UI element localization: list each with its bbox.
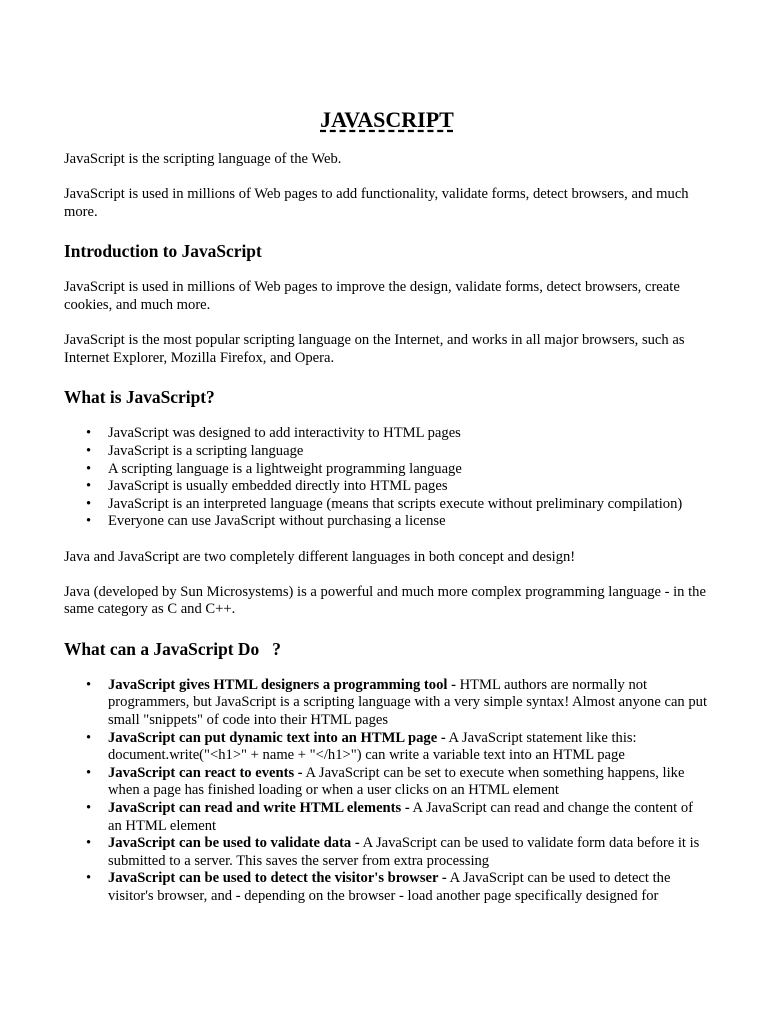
list-item <box>108 730 710 765</box>
list-item: • JavaScript is an interpreted language (means that scripts execute without preliminary compilation) <box>108 496 710 514</box>
section-paragraph: Java (developed by Sun Microsystems) is a powerful and much more complex programming language - in the same category as C and C++. <box>64 583 706 618</box>
list-item <box>108 765 710 800</box>
list-item-lead: JavaScript can react to events - <box>108 764 303 781</box>
list-item <box>108 677 710 730</box>
section-heading-what-is: What is JavaScript? <box>64 387 215 408</box>
list-item: • JavaScript is a scripting language <box>108 443 710 461</box>
section-heading-introduction: Introduction to JavaScript <box>64 241 262 262</box>
list-item-lead: JavaScript can be used to validate data - <box>108 835 360 852</box>
what-can-do-list <box>64 677 710 906</box>
section-paragraph: JavaScript is used in millions of Web pages to improve the design, validate forms, detect browsers, create cookies, and much more. <box>64 279 680 313</box>
list-item <box>108 835 710 870</box>
list-item-lead: JavaScript can put dynamic text into an HTML page - <box>108 729 446 746</box>
list-item: • JavaScript is usually embedded directly into HTML pages <box>108 478 710 496</box>
section-heading-what-can-do: What can a JavaScript Do ? <box>64 638 281 659</box>
document-body <box>64 151 710 923</box>
list-item-text: A JavaScript can be used to validate form data before it is submitted to a server. This saves the server from extra processing <box>108 835 700 869</box>
list-item-lead: JavaScript gives HTML designers a programming tool - <box>108 676 456 693</box>
list-item-text: HTML authors are normally not programmers, but JavaScript is a scripting language with a very simple syntax! Almost anyone can put small "snippets" of code into their HTML pages <box>108 676 708 729</box>
intro-paragraph: JavaScript is the scripting language of the Web. <box>64 151 342 167</box>
what-is-list <box>64 425 710 531</box>
document-title: JAVASCRIPT <box>320 107 454 132</box>
list-item-text: A JavaScript can be used to detect the visitor's browser, and - depending on the browser - load another page specifically designed for <box>108 870 671 904</box>
list-item: • JavaScript was designed to add interactivity to HTML pages <box>108 425 710 443</box>
list-item-text: A JavaScript can read and change the content of an HTML element <box>108 800 693 834</box>
list-item-lead: JavaScript can be used to detect the visitor's browser - <box>108 870 447 887</box>
list-item <box>108 800 710 835</box>
list-item: • A scripting language is a lightweight programming language <box>108 461 710 479</box>
list-item <box>108 870 710 905</box>
list-item-text: A JavaScript can be set to execute when something happens, like when a page has finished loading or when a user clicks on an HTML element <box>108 764 685 799</box>
section-paragraph: Java and JavaScript are two completely different languages in both concept and design! <box>64 548 576 565</box>
section-paragraph: JavaScript is the most popular scripting language on the Internet, and works in all major browsers, such as Internet Explorer, Mozilla Firefox, and Opera. <box>64 332 685 366</box>
intro-paragraph: JavaScript is used in millions of Web pages to add functionality, validate forms, detect browsers, and much more. <box>64 186 689 220</box>
list-item-lead: JavaScript can read and write HTML elements - <box>108 800 410 817</box>
list-item: • Everyone can use JavaScript without purchasing a license <box>108 513 710 531</box>
list-item-text: A JavaScript statement like this: document.write("<h1>" + name + "</h1>") can write a variable text into an HTML page <box>108 729 637 764</box>
